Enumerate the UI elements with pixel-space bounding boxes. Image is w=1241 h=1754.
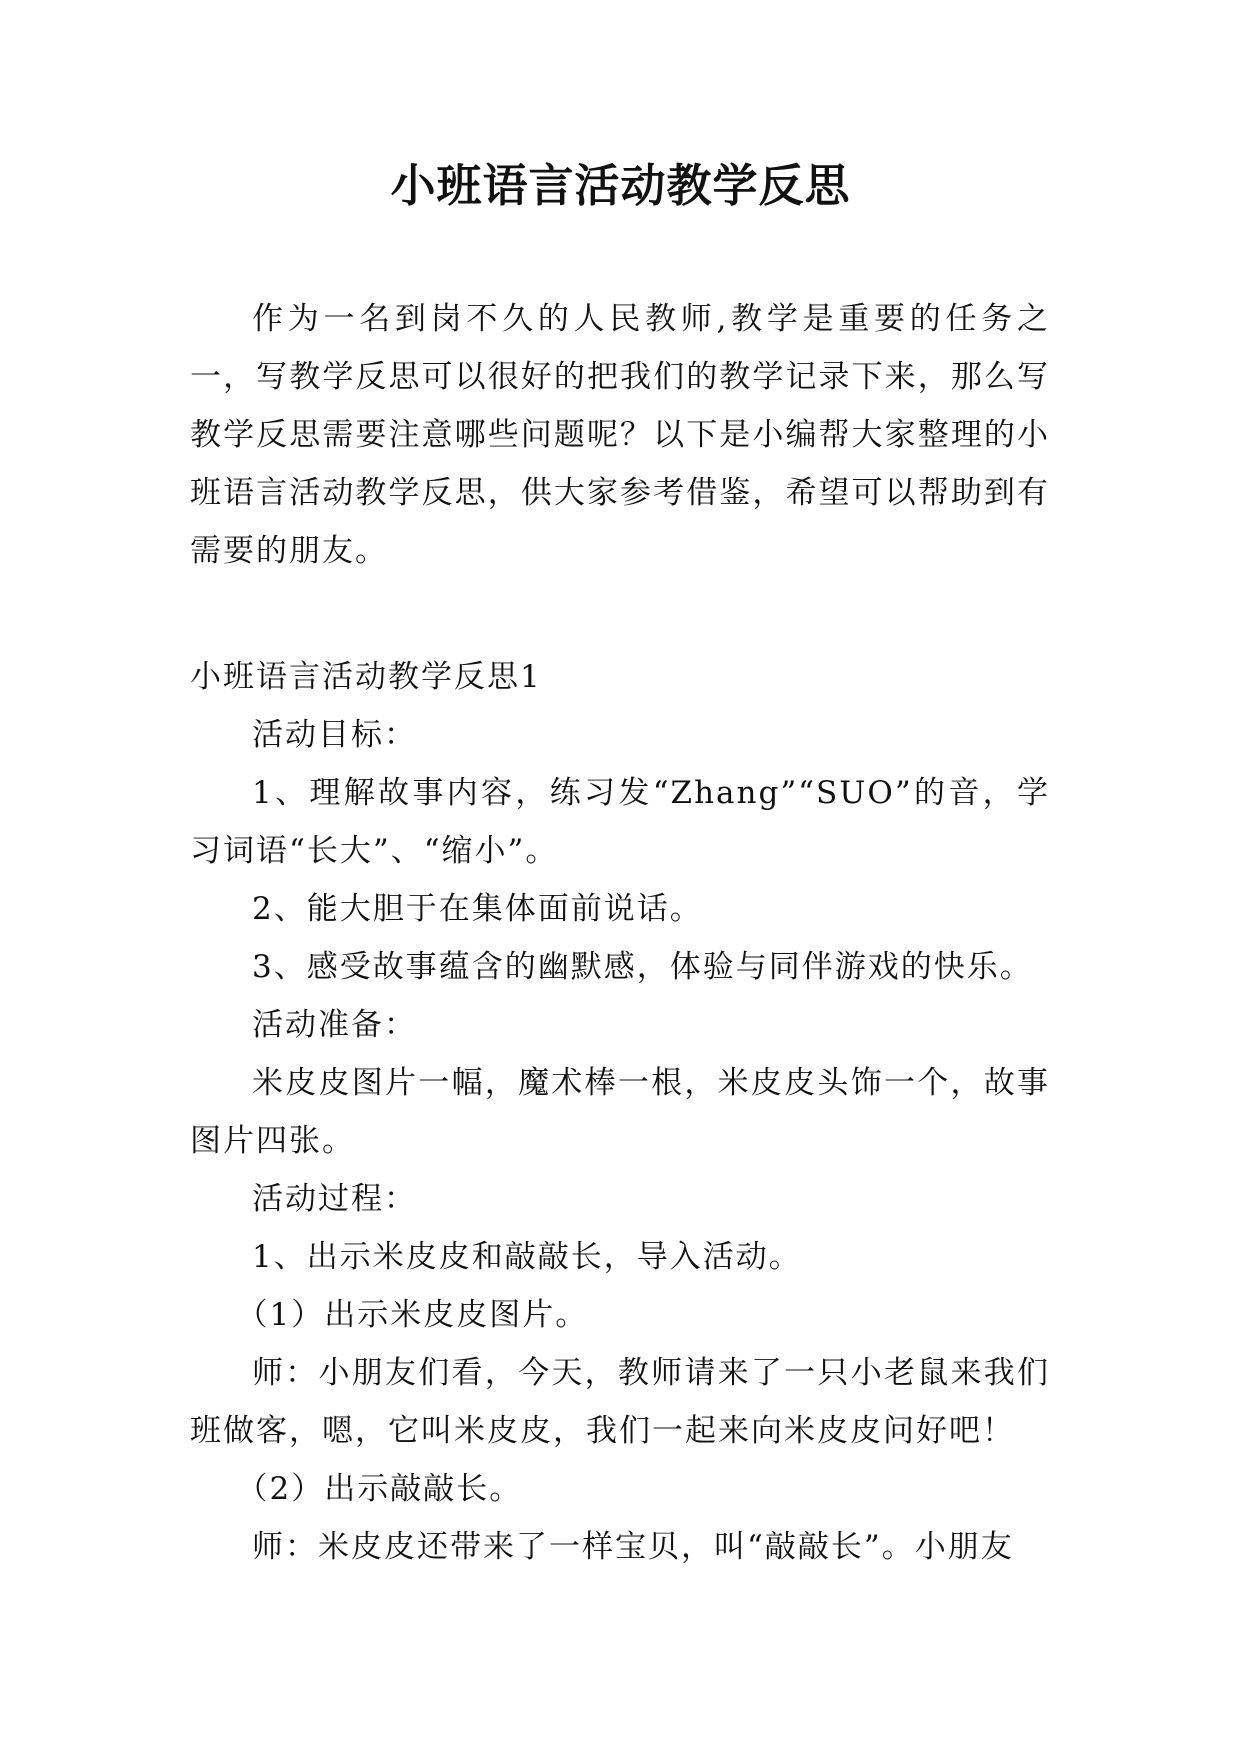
intro-paragraph: 作为一名到岗不久的人民教师,教学是重要的任务之一，写教学反思可以很好的把我们的教学记录下来，那么写教学反思需要注意哪些问题呢？以下是小编帮大家整理的小班语言活动教学反思，供大家参考借鉴，希望可以帮助到有需要的朋友。: [190, 301, 1050, 569]
prep-heading: 活动准备：: [252, 1007, 417, 1043]
paragraph-gap: [190, 580, 1050, 648]
section-heading: 小班语言活动教学反思1: [190, 659, 542, 695]
goal-item-3: 3、感受故事蕴含的幽默感，体验与同伴游戏的快乐。: [252, 949, 1033, 985]
goal-heading: 活动目标：: [252, 717, 417, 753]
process-step-1: 1、出示米皮皮和敲敲长，导入活动。: [252, 1239, 802, 1275]
goal-item-2: 2、能大胆于在集体面前说话。: [252, 891, 703, 927]
teacher-line-1: 师：小朋友们看，今天，教师请来了一只小老鼠来我们班做客，嗯，它叫米皮皮，我们一起来向米皮皮问好吧！: [190, 1355, 1050, 1449]
process-step-1-sub-2: （2）出示敲敲长。: [236, 1471, 523, 1507]
document-body: [190, 290, 1050, 1576]
teacher-line-2: 师：米皮皮还带来了一样宝贝，叫“敲敲长”。小朋友: [252, 1529, 1014, 1565]
process-step-1-sub-1: （1）出示米皮皮图片。: [236, 1297, 589, 1333]
prep-text: 米皮皮图片一幅，魔术棒一根，米皮皮头饰一个，故事图片四张。: [190, 1065, 1050, 1159]
document-title: 小班语言活动教学反思: [390, 159, 851, 212]
process-heading: 活动过程：: [252, 1181, 417, 1217]
goal-item-1: 1、理解故事内容，练习发“Zhang”“SUO”的音，学习词语“长大”、“缩小”。: [190, 775, 1050, 869]
